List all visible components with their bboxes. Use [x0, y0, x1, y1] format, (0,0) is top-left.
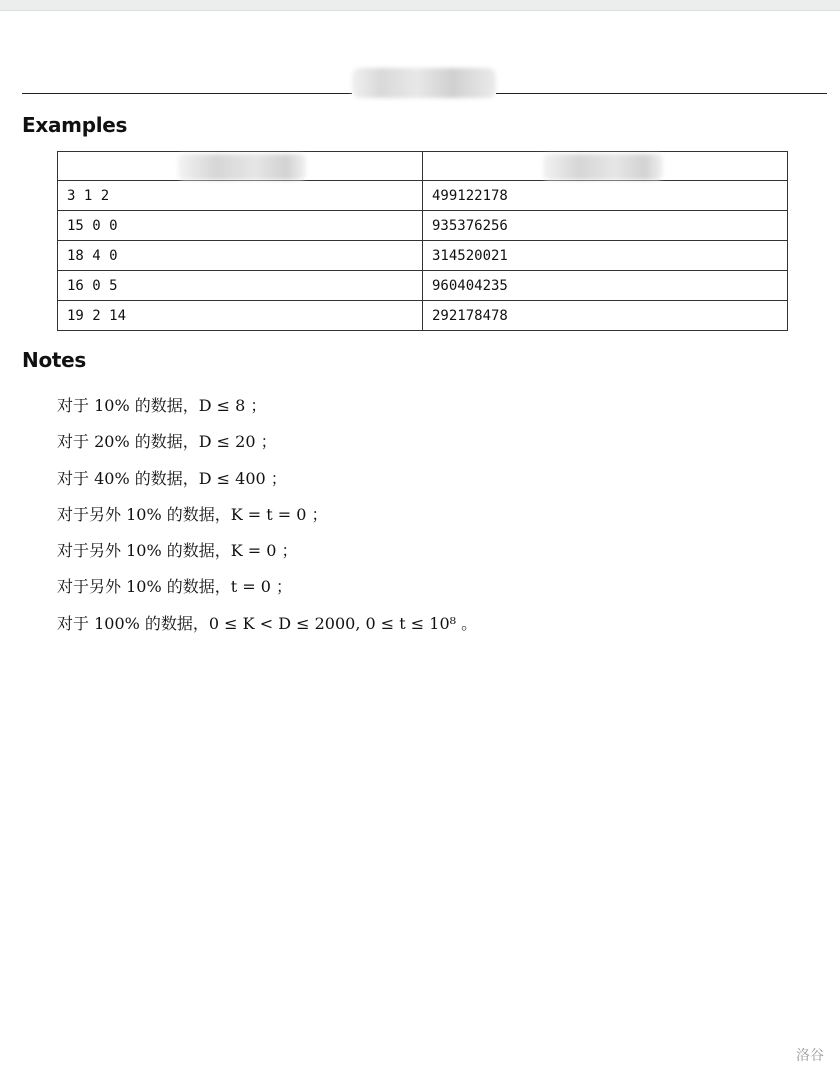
notes-list	[57, 388, 477, 642]
input-cell: 16 0 5	[58, 271, 423, 301]
table-row	[58, 211, 788, 241]
redacted-title	[352, 68, 496, 98]
redacted-output-header	[543, 154, 663, 180]
note-line: 对于 100% 的数据，0 ≤ K < D ≤ 2000, 0 ≤ t ≤ 10⁸ 。	[57, 613, 478, 633]
input-cell: 3 1 2	[58, 181, 423, 211]
table-row	[58, 181, 788, 211]
note-line: 对于 10% 的数据，D ≤ 8 ；	[57, 396, 267, 415]
output-cell: 935376256	[423, 211, 788, 241]
note-line: 对于 40% 的数据，D ≤ 400 ；	[57, 468, 287, 488]
column-header-input	[58, 152, 423, 181]
output-cell: 314520021	[423, 241, 788, 271]
table-row	[58, 271, 788, 301]
table-header-row	[58, 152, 788, 181]
note-line: 对于另外 10% 的数据，K = 0 ；	[57, 541, 298, 561]
note-line: 对于 20% 的数据，D ≤ 20 ；	[57, 432, 277, 452]
redacted-input-header	[178, 154, 306, 180]
table-row	[58, 241, 788, 271]
input-cell: 15 0 0	[58, 211, 423, 241]
output-cell: 292178478	[423, 301, 788, 331]
header-rule-right	[496, 93, 827, 94]
header-rule-left	[22, 93, 352, 94]
table-row	[58, 301, 788, 331]
note-line: 对于另外 10% 的数据，t = 0 ；	[57, 577, 293, 597]
column-header-output	[423, 152, 788, 181]
notes-heading: Notes	[22, 348, 87, 372]
output-cell: 960404235	[423, 271, 788, 301]
luogu-watermark: 洛谷	[796, 1048, 824, 1064]
note-line: 对于另外 10% 的数据，K = t = 0 ；	[57, 504, 328, 524]
input-cell: 19 2 14	[58, 301, 423, 331]
examples-table	[57, 151, 788, 331]
input-cell: 18 4 0	[58, 241, 423, 271]
top-bar	[0, 0, 840, 11]
examples-heading: Examples	[22, 113, 128, 137]
output-cell: 499122178	[423, 181, 788, 211]
